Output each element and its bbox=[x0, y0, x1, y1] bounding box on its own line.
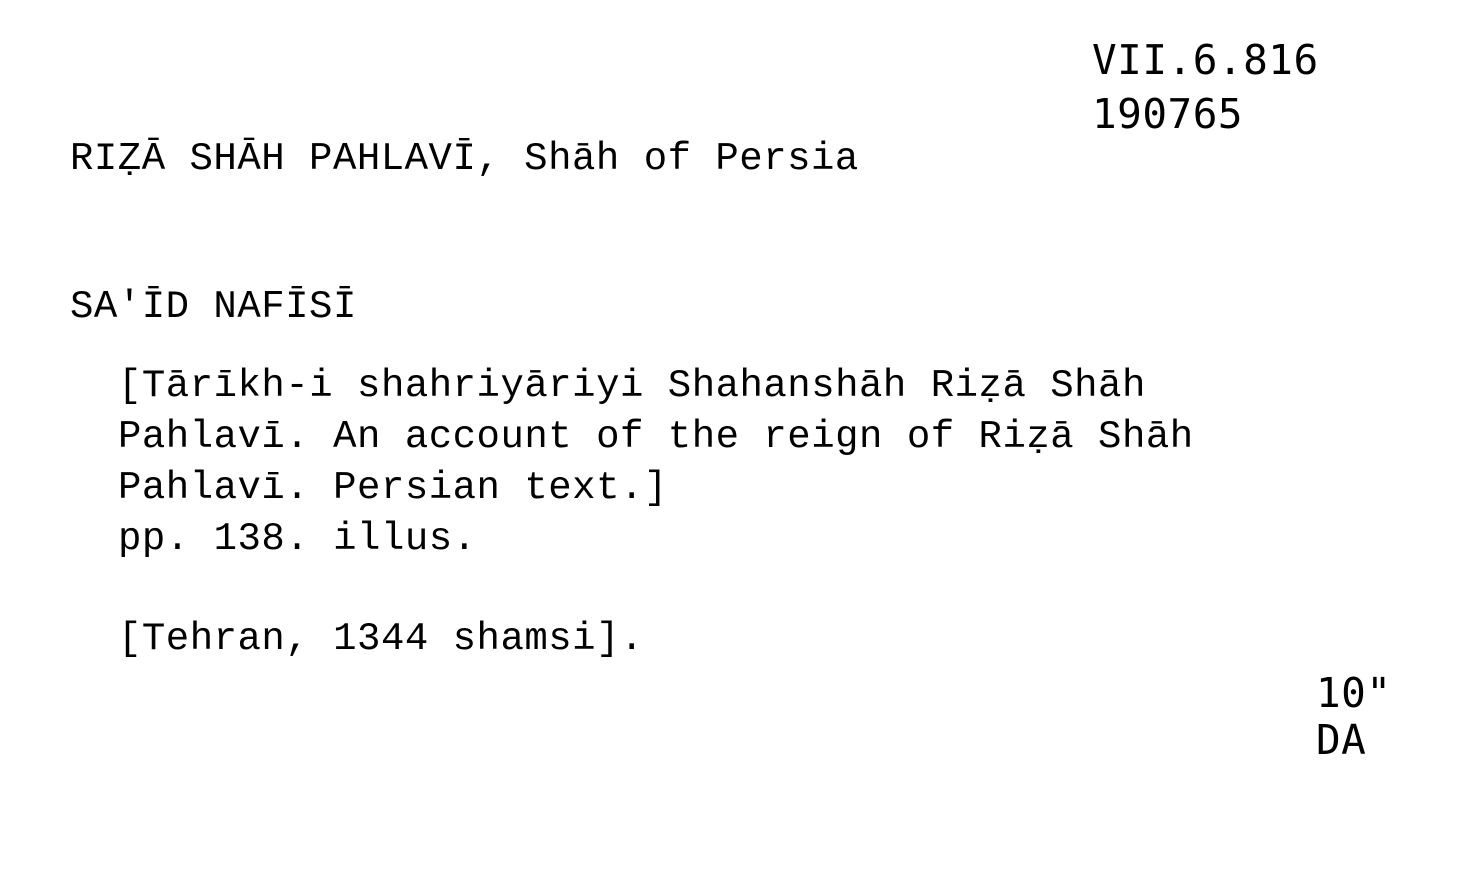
shelfmark: VII.6.816 bbox=[1092, 36, 1319, 84]
location-code: DA bbox=[1316, 716, 1367, 764]
title-line-2: Pahlavī. An account of the reign of Riẓā Shāh bbox=[118, 415, 1194, 459]
collation: pp. 138. illus. bbox=[118, 517, 477, 561]
title-line-3: Pahlavī. Persian text.] bbox=[118, 466, 668, 510]
imprint: [Tehran, 1344 shamsi]. bbox=[118, 617, 644, 661]
accession-number: 190765 bbox=[1092, 90, 1244, 138]
subject-heading: RIẒĀ SHĀH PAHLAVĪ, Shāh of Persia bbox=[70, 137, 859, 181]
title-line-1: [Tārīkh-i shahriyāriyi Shahanshāh Riẓā Shāh bbox=[118, 364, 1146, 408]
size-note: 10" bbox=[1316, 669, 1392, 717]
author-heading: SA'ĪD NAFĪSĪ bbox=[70, 285, 357, 329]
